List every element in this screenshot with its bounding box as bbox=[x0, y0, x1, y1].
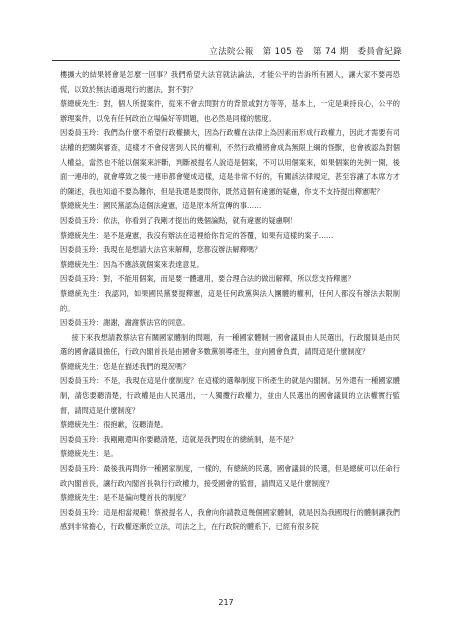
paragraph: 蔡總統先生：對，個人所提案件，從來不會去問對方的背景或對方等等，基本上，一定是秉持良心，公平的辦理案件，以免有任何政治立場偏好等問題，也必然是同樣的態度。 bbox=[60, 99, 400, 123]
paragraph: 因委員玉玲：我現在是想請大法官來解釋，您都沒辦法解釋嗎？ bbox=[60, 245, 262, 255]
paragraph: 蔡總統先生：是。 bbox=[60, 449, 118, 459]
paragraph: 因委員玉玲：我們為什麼不希望行政權擴大，因為行政權在法律上為因素而形成行政權力，因此才需要有司法權的把關與審查，這樣才不會侵害到人民的權利，不然行政權將會成為無限上綱的怪獸，也會被認為對個人權益，當然也不能以個案來評斷，判斷被提名人說這是個案，不可以用個案來，如果個案的先例一開，後面一連串的，就會導致之後一連串都會變成這樣，這是非常不好的，有關該法律規定，甚至容讓了本席方才的陳述，我也知道不要為難你，但是我還是要問你，既然這個有違憲的疑慮，你支不支持提出釋憲呢？ bbox=[60, 128, 400, 196]
paragraph: 蔡總統先生：因為不應該就個案來表達意見。 bbox=[60, 259, 204, 269]
paragraph: 蔡總統先生：是不是違憲，我沒有辦法在這裡給你肯定的答覆，如果有這樣的案子…… bbox=[60, 230, 334, 240]
document-body bbox=[60, 68, 400, 535]
paragraph: 因委員玉玲：最後我再問你一種國家制度，一樣的，有總統的民選，國會議員的民選，但是總統可以任命行政內閣首長，讓行政內閣首長執行行政權力，接受國會的監督，請問這又是什麼制度？ bbox=[60, 464, 400, 488]
paragraph: 因委員玉玲：對，不能用個案，而是要一體適用，要合理合法的做出解釋，所以您支持釋憲？ bbox=[60, 274, 355, 284]
header-rule bbox=[52, 60, 400, 61]
paragraph: 因委員玉玲：這是相當規範！蔡被提名人，我會向你請教這幾個國家體制，就是因為我國現行的體制讓我們感到非常擔心，行政權逐漸於立法，司法之上，在行政院的體系下，已經有很多院 bbox=[60, 507, 400, 532]
paragraph: 蔡總統先生：您是在描述我們的現況嗎？ bbox=[60, 361, 190, 371]
paragraph: 因委員玉玲：依法，你看到了我剛才提出的幾個論點，就有違憲的疑慮啊！ bbox=[60, 215, 298, 225]
paragraph: 蔡總統先生：我認同，如果國民黨要提釋憲，這是任何政黨與法人團體的權利，任何人都沒有辦法去限制的。 bbox=[60, 288, 400, 313]
paragraph: 樓擴大的結果將會是怎麼一回事？我們希望大法官就法論法，才能公平的告訴所有國人，讓大家不要再恐慌，以致於無法通過現行的憲法，對不對？ bbox=[60, 70, 400, 94]
paragraph: 接下來我想請教蔡法官有關國家體制的問題，有一種國家體制一國會議員由人民選出，行政閣員是由民選的國會議員擔任，行政內閣首長是由國會多數黨領導產生，並向國會負責，請問這是什麼制度？ bbox=[60, 332, 400, 357]
paragraph: 因委員玉玲：我剛剛還叫你要聽清楚，這就是我們現在的總統制，是不是？ bbox=[60, 434, 298, 444]
paragraph: 蔡總統先生：是不是偏向雙首長的制度？ bbox=[60, 493, 190, 503]
page-number: 217 bbox=[218, 598, 234, 607]
paragraph: 蔡總統先生：很抱歉，沒聽清楚。 bbox=[60, 420, 168, 430]
paragraph: 因委員玉玲：謝謝，謝謝蔡法官的同意。 bbox=[60, 318, 190, 328]
page-header: 立法院公報 第 105 卷 第 74 期 委員會紀錄 bbox=[209, 47, 402, 57]
paragraph: 因委員玉玲：不是，我現在這是什麼制度？在這樣的選舉制度下所產生的就是內閣制。另外還有一種國家體制，請您要聽清楚，行政權是由人民選出，一人獨攬行政權力，並由人民選出的國會議員的立法權實行監督，請問這是什麼制度？ bbox=[60, 376, 400, 415]
paragraph: 蔡總統先生：國民黨認為這個法違憲，這是原本所宣傳的事…… bbox=[60, 201, 262, 211]
